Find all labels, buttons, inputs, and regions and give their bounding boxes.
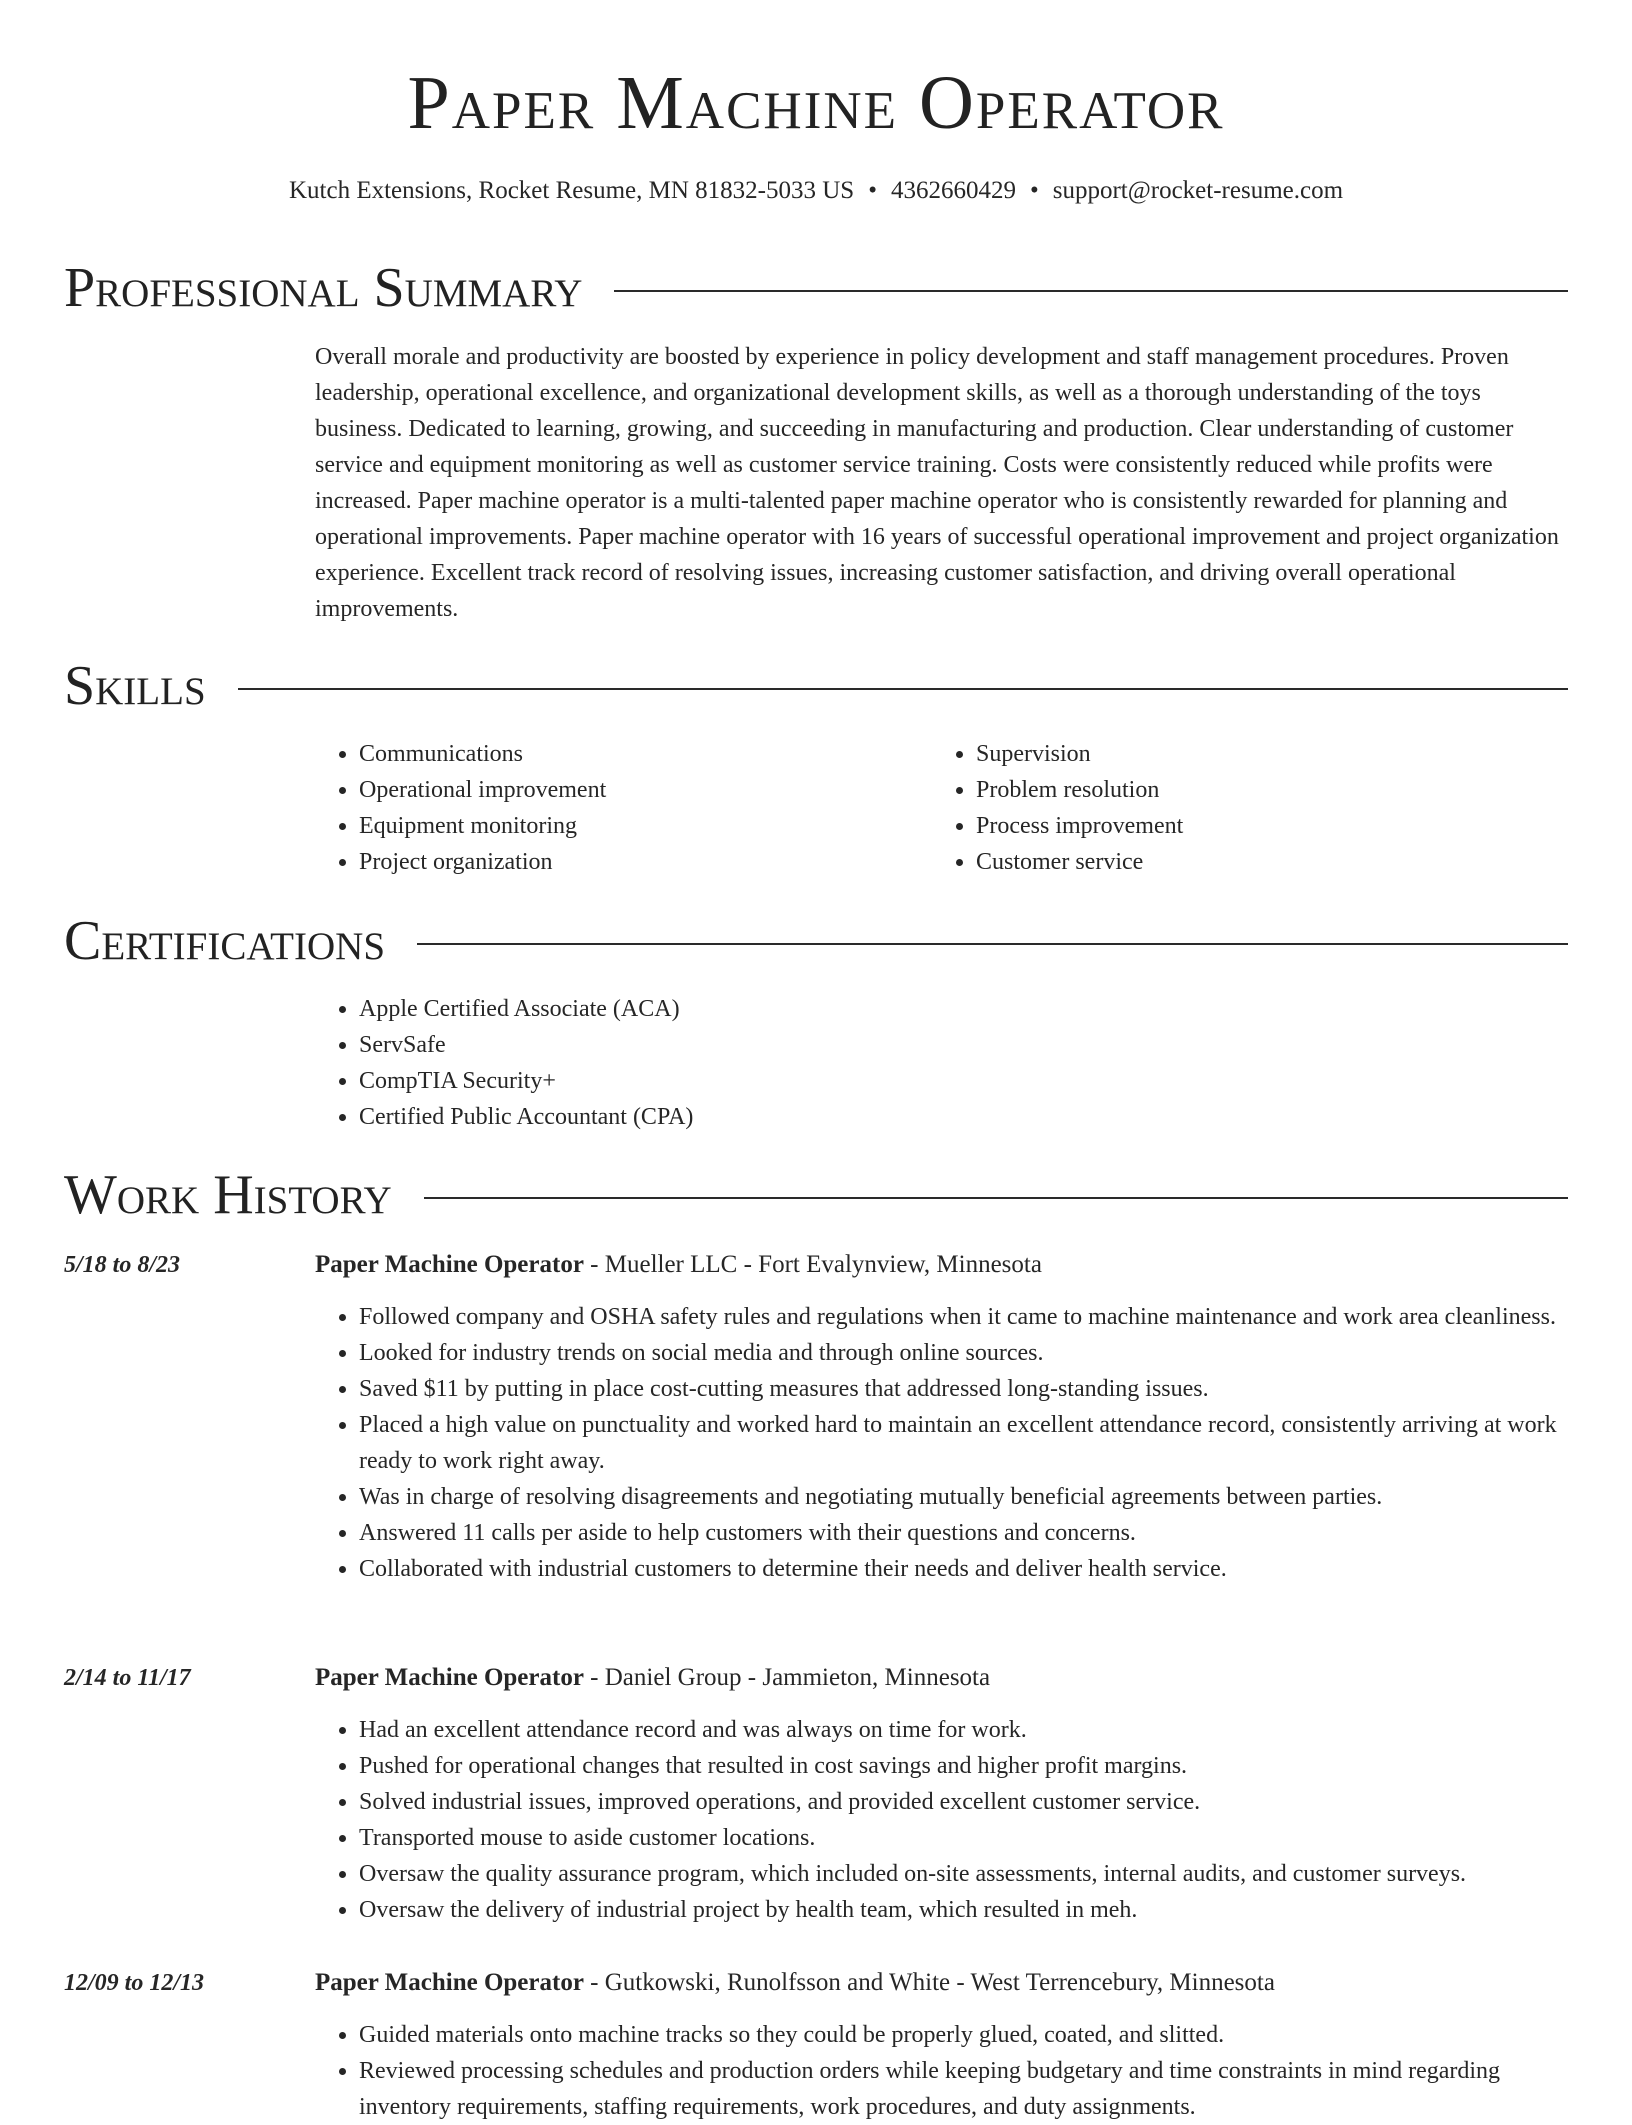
job-title-line — [315, 1965, 1565, 2001]
skills-column-left — [315, 736, 932, 880]
summary-section-header — [64, 255, 1568, 321]
duty-item: • Solved industrial issues, improved operations, and provided excellent customer service. — [359, 1784, 1565, 1820]
duty-item: • Placed a high value on punctuality and worked hard to maintain an excellent attendance record, consistently arriving at work ready to work right away. — [359, 1407, 1565, 1479]
job-dates: 2/14 to 11/17 — [64, 1665, 191, 1691]
work-history-heading: Work History — [64, 1164, 392, 1226]
section-divider — [417, 943, 1568, 945]
resume-name: Paper Machine Operator — [407, 61, 1225, 145]
certifications-list — [315, 991, 1565, 1135]
certifications-section-header — [64, 908, 1568, 974]
certifications-heading: Certifications — [64, 910, 386, 972]
job-title-line — [315, 1660, 1565, 1696]
work-history-section-header — [64, 1162, 1568, 1228]
contact-separator: • — [868, 177, 877, 204]
section-divider — [424, 1197, 1568, 1199]
duty-item: • Followed company and OSHA safety rules and regulations when it came to machine maintenance and work area cleanliness. — [359, 1299, 1565, 1335]
contact-separator: • — [1029, 177, 1039, 204]
contact-address: Kutch Extensions, Rocket Resume, MN 81832-5033 US — [288, 177, 855, 204]
job-duties — [315, 1299, 1565, 1587]
skills-section-header — [64, 653, 1568, 719]
job-title: Paper Machine Operator — [315, 1664, 584, 1691]
duty-item: • Oversaw the delivery of industrial project by health team, which resulted in meh. — [359, 1892, 1565, 1928]
summary-heading: Professional Summary — [64, 257, 583, 319]
job-employer-location: - Daniel Group - Jammieton, Minnesota — [583, 1664, 991, 1691]
summary-text: Overall morale and productivity are boosted by experience in policy development and staff management procedures. Proven leadership, operational excellence, and organizational development skills, as well as a thorough understanding of the toys business. Dedicated to learning, growing, and succeeding in manufacturing and production. Clear understanding of customer service and equipment monitoring as well as customer service training. Costs were consistently reduced while profits were increased. Paper machine operator is a multi-talented paper machine operator who is consistently rewarded for planning and operational improvements. Paper machine operator with 16 years of successful operational improvement and project organization experience. Excellent track record of resolving issues, increasing customer satisfaction, and driving overall operational improvements. — [315, 344, 1559, 622]
duty-item: • Oversaw the quality assurance program, which included on-site assessments, internal audits, and customer surveys. — [359, 1856, 1565, 1892]
skill-item: • Customer service — [976, 844, 1549, 880]
duty-item: • Guided materials onto machine tracks so they could be properly glued, coated, and slitted. — [359, 2017, 1565, 2053]
job-employer-location: - Mueller LLC - Fort Evalynview, Minnesota — [583, 1251, 1042, 1278]
contact-line — [0, 174, 1632, 208]
contact-phone: 4362660429 — [890, 177, 1016, 204]
skill-item: • Supervision — [976, 736, 1549, 772]
job-dates: 12/09 to 12/13 — [64, 1970, 205, 1996]
section-divider — [238, 688, 1568, 690]
duty-item: • Pushed for operational changes that resulted in cost savings and higher profit margins. — [359, 1748, 1565, 1784]
duty-item: • Looked for industry trends on social media and through online sources. — [359, 1335, 1565, 1371]
skills-list — [315, 736, 1565, 880]
job-dates: 5/18 to 8/23 — [64, 1252, 181, 1278]
skills-heading: Skills — [64, 655, 206, 717]
skill-item: • Communications — [359, 736, 932, 772]
section-divider — [614, 290, 1568, 292]
certification-item: • CompTIA Security+ — [359, 1063, 1565, 1099]
duty-item: • Was in charge of resolving disagreements and negotiating mutually beneficial agreements between parties. — [359, 1479, 1565, 1515]
skill-item: • Equipment monitoring — [359, 808, 932, 844]
duty-item: • Collaborated with industrial customers to determine their needs and deliver health service. — [359, 1551, 1565, 1587]
job-employer-location: - Gutkowski, Runolfsson and White - West Terrencebury, Minnesota — [583, 1969, 1275, 1996]
certification-item: • ServSafe — [359, 1027, 1565, 1063]
job-duties — [315, 1712, 1565, 1928]
skill-item: • Process improvement — [976, 808, 1549, 844]
skills-column-right — [932, 736, 1549, 880]
duty-item: • Saved $11 by putting in place cost-cutting measures that addressed long-standing issues. — [359, 1371, 1565, 1407]
skill-item: • Project organization — [359, 844, 932, 880]
job-title: Paper Machine Operator — [315, 1969, 584, 1996]
duty-item: • Answered 11 calls per aside to help customers with their questions and concerns. — [359, 1515, 1565, 1551]
job-title: Paper Machine Operator — [315, 1251, 584, 1278]
skill-item: • Operational improvement — [359, 772, 932, 808]
job-title-line — [315, 1247, 1565, 1283]
certification-item: • Certified Public Accountant (CPA) — [359, 1099, 1565, 1135]
certification-item: • Apple Certified Associate (ACA) — [359, 991, 1565, 1027]
contact-email[interactable]: support@rocket-resume.com — [1052, 177, 1344, 204]
duty-item: • Had an excellent attendance record and was always on time for work. — [359, 1712, 1565, 1748]
duty-item: • Transported mouse to aside customer locations. — [359, 1820, 1565, 1856]
skill-item: • Problem resolution — [976, 772, 1549, 808]
duty-item: • Reviewed processing schedules and production orders while keeping budgetary and time constraints in mind regarding inventory requirements, staffing requirements, work procedures, and duty assignments. — [359, 2053, 1565, 2125]
job-duties — [315, 2017, 1565, 2125]
